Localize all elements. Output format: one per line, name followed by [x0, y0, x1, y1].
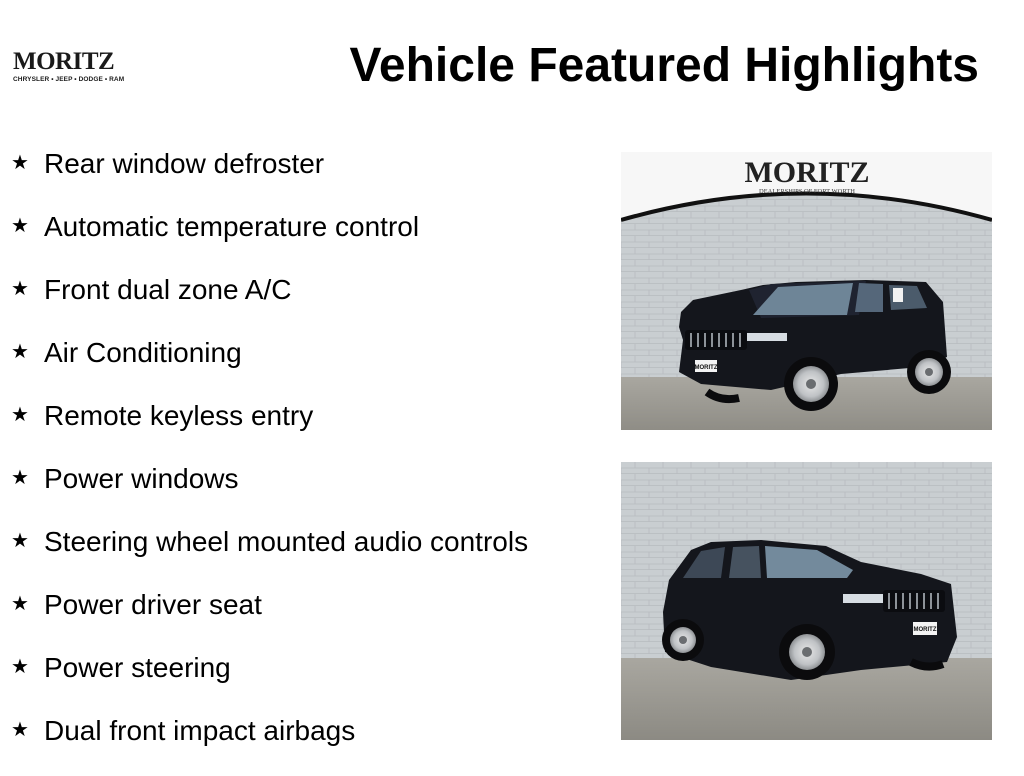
feature-text: Rear window defroster — [44, 148, 325, 179]
star-bullet-icon: ★ — [11, 656, 29, 678]
feature-text: Power driver seat — [44, 589, 262, 620]
moritz-logo — [13, 50, 123, 83]
star-bullet-icon: ★ — [11, 530, 29, 552]
page-title: Vehicle Featured Highlights — [349, 39, 979, 92]
feature-item — [11, 398, 528, 461]
logo-wordmark: MORITZ — [13, 48, 115, 75]
logo-brands: CHRYSLER • JEEP • DODGE • RAM — [13, 76, 125, 83]
feature-item — [11, 335, 528, 398]
star-bullet-icon: ★ — [11, 719, 29, 741]
banner-wordmark: MORITZ — [744, 156, 870, 189]
feature-item — [11, 461, 528, 524]
feature-text: Power windows — [44, 463, 239, 494]
feature-text: Steering wheel mounted audio controls — [44, 526, 529, 557]
banner-subtitle: DEALERSHIPS OF FORT WORTH — [759, 188, 855, 195]
feature-item — [11, 587, 528, 650]
feature-item — [11, 650, 528, 713]
star-bullet-icon: ★ — [11, 404, 29, 426]
feature-item — [11, 146, 528, 209]
feature-list — [11, 146, 528, 776]
feature-text: Dual front impact airbags — [44, 715, 356, 746]
star-bullet-icon: ★ — [11, 278, 29, 300]
star-bullet-icon: ★ — [11, 593, 29, 615]
vehicle-photo-front — [621, 152, 992, 430]
feature-item — [11, 524, 528, 587]
vehicle-photo-rear — [621, 462, 992, 740]
star-bullet-icon: ★ — [11, 215, 29, 237]
feature-item — [11, 713, 528, 776]
star-bullet-icon: ★ — [11, 341, 29, 363]
feature-text: Air Conditioning — [44, 337, 242, 368]
feature-item — [11, 272, 528, 335]
star-bullet-icon: ★ — [11, 152, 29, 174]
feature-text: Remote keyless entry — [44, 400, 314, 431]
feature-text: Power steering — [44, 652, 231, 683]
feature-text: Front dual zone A/C — [44, 274, 292, 305]
front-plate-text: MORITZ — [913, 627, 937, 633]
feature-item — [11, 209, 528, 272]
front-plate-text: MORITZ — [694, 365, 718, 371]
feature-text: Automatic temperature control — [44, 211, 420, 242]
star-bullet-icon: ★ — [11, 467, 29, 489]
